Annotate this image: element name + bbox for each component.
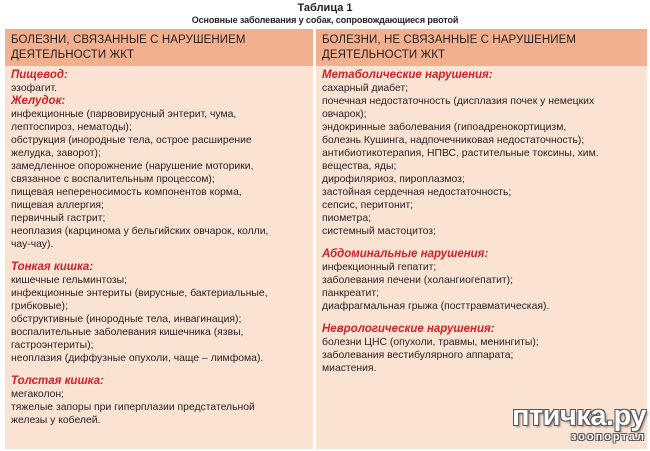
list-item: сепсис, перитонит; [322, 200, 414, 211]
section-large-intestine [11, 375, 307, 427]
list-item: инфекционные (парвовирусный энтерит, чума, [11, 109, 237, 120]
list-item: сахарный диабет; [322, 83, 409, 94]
header-gi-related: БОЛЕЗНИ, СВЯЗАННЫЕ С НАРУШЕНИЕМ ДЕЯТЕЛЬНОСТИ ЖКТ [5, 29, 313, 66]
list-item: застойная сердечная недостаточность; [322, 187, 512, 198]
section-title: Толстая кишка: [11, 375, 104, 387]
spacer [322, 238, 641, 248]
list-item: мегаколон; [11, 389, 65, 400]
table-caption [0, 2, 650, 25]
section-metabolic [322, 69, 641, 238]
watermark-site-name: птичка.ру [511, 400, 646, 432]
spacer [322, 313, 641, 323]
list-item: почечная недостаточность (дисплазия почек у немецких [322, 96, 595, 107]
list-item: пищевая непереносимость компонентов корма, [11, 187, 242, 198]
list-item: грибковые); [11, 301, 68, 312]
section-title: Неврологические нарушения: [322, 323, 495, 335]
list-item: пищевая аллергия; [11, 200, 104, 211]
watermark-tagline: зоопортал [570, 431, 646, 443]
list-item: связанное с воспалительным процессом); [11, 174, 215, 185]
list-item: эндокринные заболевания (гипоадренокортицизм, [322, 122, 567, 133]
list-item: неоплазия (карцинома у бельгийских овчарок, колли, [11, 226, 269, 237]
section-title: Абдоминальные нарушения: [322, 248, 489, 260]
list-item: замедленное опорожнение (нарушение моторики, [11, 161, 254, 172]
list-item: кишечные гельминтозы; [11, 275, 127, 286]
list-item: первичный гастрит; [11, 213, 106, 224]
list-item: панкреатит; [322, 288, 380, 299]
section-title: Пищевод: [11, 69, 68, 81]
list-item: заболевания печени (холангиогепатит); [322, 275, 514, 286]
column-non-gi-related [316, 69, 647, 375]
section-stomach [11, 95, 307, 251]
list-item: неоплазия (диффузные опухоли, чаще – лимфома). [11, 353, 264, 364]
list-item: вещества, яды; [322, 161, 397, 172]
section-esophagus [11, 69, 307, 95]
list-item: болезни ЦНС (опухоли, травмы, менингиты); [322, 337, 539, 348]
section-small-intestine [11, 261, 307, 365]
list-item: антибиотикотерапия, НПВС, растительные токсины, хим. [322, 148, 599, 159]
list-item: овчарок); [322, 109, 367, 120]
list-item: миастения. [322, 363, 377, 374]
section-title: Тонкая кишка: [11, 261, 94, 273]
table-title: Таблица 1 [297, 2, 353, 14]
list-item: желудка, заворот); [11, 148, 101, 159]
list-item: заболевания вестибулярного аппарата; [322, 350, 514, 361]
list-item: тяжелые запоры при гиперплазии предстательной [11, 402, 255, 413]
list-item: диафрагмальная грыжа (посттравматическая). [322, 301, 550, 312]
spacer [11, 251, 307, 261]
list-item: лептоспироз, нематоды); [11, 122, 132, 133]
section-title: Метаболические нарушения: [322, 69, 493, 81]
list-item: системный мастоцитоз; [322, 226, 436, 237]
list-item: воспалительные заболевания кишечника (язвы, [11, 327, 244, 338]
list-item: гастроэнтериты); [11, 340, 94, 351]
list-item: дирофиляриоз, пироплазмоз; [322, 174, 465, 185]
site-watermark [496, 401, 646, 447]
section-neurological [322, 323, 641, 375]
list-item: чау-чау). [11, 239, 54, 250]
list-item: обструктивные (инородные тела, инвагинация); [11, 314, 242, 325]
header-non-gi-related: БОЛЕЗНИ, НЕ СВЯЗАННЫЕ С НАРУШЕНИЕМ ДЕЯТЕЛЬНОСТИ ЖКТ [316, 29, 647, 66]
section-title: Желудок: [11, 95, 66, 107]
list-item: обструкция (инородные тела, острое расширение [11, 135, 252, 146]
list-item: болезнь Кушинга, надпочечниковая недостаточность); [322, 135, 585, 146]
column-gi-related [5, 69, 313, 427]
disease-table [5, 29, 647, 449]
list-item: инфекционные энтериты (вирусные, бактериальные, [11, 288, 268, 299]
list-item: инфекционный гепатит; [322, 262, 437, 273]
section-abdominal [322, 248, 641, 313]
table-subtitle: Основные заболевания у собак, сопровождающиеся рвотой [191, 14, 459, 25]
list-item: пиометра; [322, 213, 371, 224]
spacer [11, 365, 307, 375]
list-item: эзофагит. [11, 83, 58, 94]
list-item: железы у кобелей. [11, 415, 101, 426]
